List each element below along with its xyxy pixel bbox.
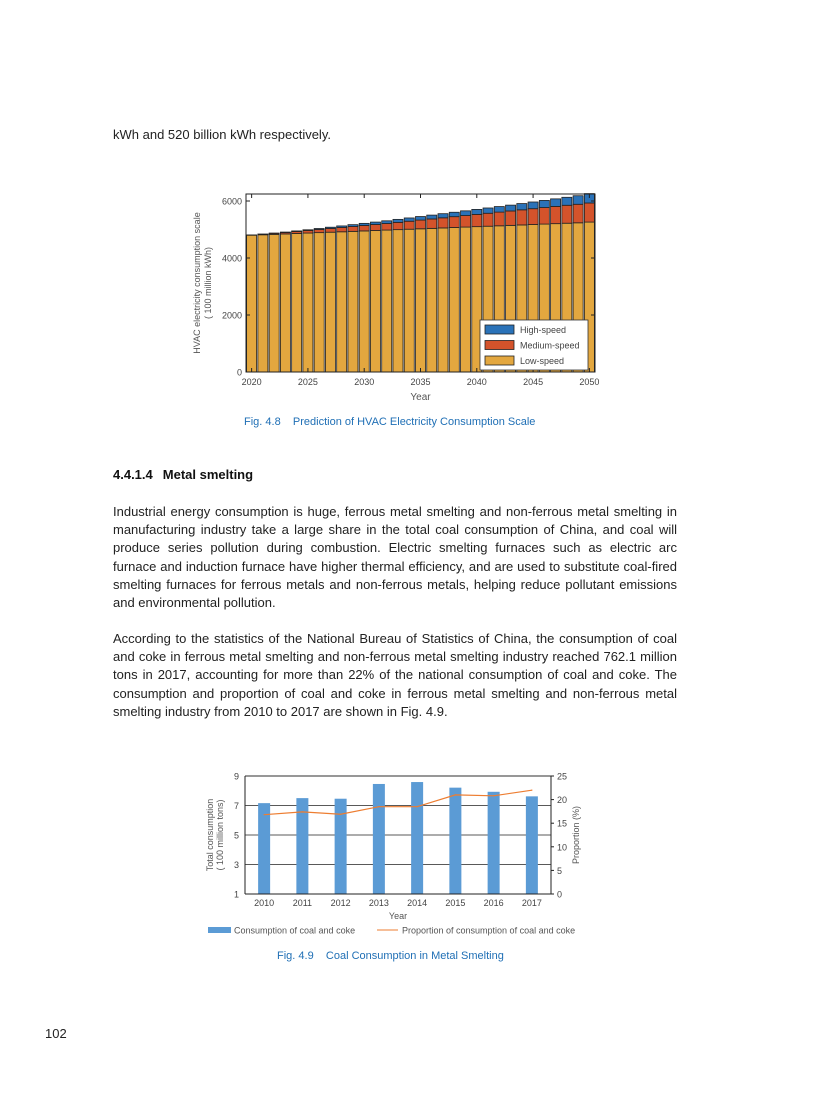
legend-label-consumption: Consumption of coal and coke <box>234 925 356 936</box>
proportion-point-2014 <box>417 806 418 807</box>
bar-consumption-2016 <box>488 792 500 894</box>
bar-medium-speed-2038 <box>449 217 459 228</box>
bar-low-speed-2032 <box>382 230 392 372</box>
bar-medium-speed-2047 <box>551 206 561 223</box>
bar-medium-speed-2049 <box>573 204 583 223</box>
legend-swatch-medium-speed <box>485 341 514 350</box>
bar-medium-speed-2048 <box>562 205 572 223</box>
proportion-point-2016 <box>493 795 494 796</box>
x-axis-label: Year <box>388 911 408 921</box>
y-tick-label: 0 <box>236 367 242 378</box>
bar-low-speed-2035 <box>415 229 425 372</box>
x-tick-label: 2014 <box>407 898 428 908</box>
y-right-tick-label: 25 <box>557 771 568 782</box>
legend-swatch-low-speed <box>485 356 514 365</box>
bar-medium-speed-2034 <box>404 221 414 229</box>
bar-high-speed-2026 <box>314 229 324 230</box>
x-tick-label: 2035 <box>410 377 431 387</box>
bar-high-speed-2047 <box>551 199 561 207</box>
bar-medium-speed-2037 <box>438 218 448 228</box>
proportion-point-2011 <box>302 811 303 812</box>
bar-high-speed-2033 <box>393 219 403 222</box>
bar-high-speed-2042 <box>494 207 504 213</box>
page-number: 102 <box>45 1026 67 1041</box>
figure-caption-4-8: Fig. 4.8 Prediction of HVAC Electricity Consumption Scale <box>244 416 536 428</box>
hvac-consumption-chart <box>0 0 816 420</box>
bar-low-speed-2026 <box>314 233 324 372</box>
bar-medium-speed-2044 <box>517 210 527 225</box>
section-title: Metal smelting <box>162 467 254 482</box>
y-tick-label: 9 <box>233 771 239 782</box>
bar-medium-speed-2046 <box>539 208 549 225</box>
bar-high-speed-2032 <box>382 221 392 224</box>
bar-high-speed-2037 <box>438 214 448 218</box>
y-tick-label: 3 <box>233 860 239 870</box>
bar-high-speed-2040 <box>472 209 482 214</box>
x-tick-label: 2045 <box>523 377 544 387</box>
legend-label-proportion: Proportion of consumption of coal and coke <box>402 925 576 936</box>
bar-low-speed-2025 <box>303 233 313 372</box>
figure-caption-4-9: Fig. 4.9 Coal Consumption in Metal Smelting <box>277 950 504 962</box>
bar-low-speed-2021 <box>258 235 268 372</box>
bar-low-speed-2038 <box>449 228 459 372</box>
bar-high-speed-2029 <box>348 225 358 227</box>
x-tick-label: 2015 <box>445 898 466 908</box>
proportion-point-2017 <box>531 790 532 791</box>
legend-label-low-speed: Low-speed <box>520 356 565 366</box>
bar-high-speed-2036 <box>427 215 437 219</box>
bar-low-speed-2020 <box>247 235 257 372</box>
y-right-tick-label: 0 <box>557 889 563 900</box>
bar-low-speed-2034 <box>404 229 414 372</box>
bar-consumption-2017 <box>526 796 538 894</box>
bar-high-speed-2030 <box>359 223 369 225</box>
y-right-tick-label: 5 <box>557 865 563 876</box>
bar-low-speed-2029 <box>348 231 358 372</box>
legend-swatch-consumption <box>208 927 231 933</box>
legend-label-high-speed: High-speed <box>520 325 567 335</box>
y-tick-label: 1 <box>233 889 239 900</box>
bar-low-speed-2037 <box>438 228 448 372</box>
x-tick-label: 2013 <box>368 898 389 908</box>
bar-low-speed-2027 <box>325 232 335 372</box>
bar-medium-speed-2043 <box>506 211 516 225</box>
bar-consumption-2014 <box>411 782 423 894</box>
x-tick-label: 2017 <box>521 898 542 908</box>
bar-low-speed-2022 <box>269 234 279 372</box>
bar-high-speed-2044 <box>517 204 527 210</box>
bar-high-speed-2048 <box>562 197 572 205</box>
y-tick-label: 7 <box>233 801 239 811</box>
bar-low-speed-2023 <box>280 234 290 372</box>
top-text: kWh and 520 billion kWh respectively. <box>113 127 331 142</box>
x-tick-label: 2025 <box>297 377 318 387</box>
bar-high-speed-2043 <box>506 205 516 211</box>
bar-low-speed-2030 <box>359 231 369 372</box>
x-tick-label: 2012 <box>330 898 351 908</box>
x-tick-label: 2011 <box>292 898 313 908</box>
y-axis-label-unit: ( 100 million tons) <box>215 799 225 871</box>
bar-medium-speed-2032 <box>382 224 392 231</box>
bar-medium-speed-2035 <box>415 220 425 229</box>
bar-medium-speed-2036 <box>427 219 437 228</box>
coal-consumption-chart <box>0 760 816 960</box>
bar-medium-speed-2026 <box>314 230 324 233</box>
y-axis-label: Total consumption <box>205 798 215 872</box>
bar-medium-speed-2042 <box>494 212 504 226</box>
bar-high-speed-2039 <box>461 211 471 216</box>
bar-medium-speed-2050 <box>584 203 594 222</box>
bar-high-speed-2041 <box>483 208 493 213</box>
y-axis-label: HVAC electricity consumption scale <box>192 212 202 354</box>
proportion-point-2012 <box>340 814 341 815</box>
bar-medium-speed-2045 <box>528 209 538 225</box>
bar-medium-speed-2028 <box>337 228 347 232</box>
bar-low-speed-2031 <box>370 230 380 372</box>
bar-high-speed-2045 <box>528 202 538 209</box>
bar-medium-speed-2030 <box>359 226 369 231</box>
bar-medium-speed-2040 <box>472 214 482 226</box>
x-tick-label: 2030 <box>354 377 375 387</box>
y-right-tick-label: 10 <box>557 842 568 853</box>
bar-high-speed-2027 <box>325 227 335 228</box>
paragraph-1: Industrial energy consumption is huge, ferrous metal smelting and non-ferrous metal smelting in manufacturing industry take a large share in the total coal consumption of China, and coal will produce series pollution during combustion. Electric smelting furnaces such as electric arc furnace and induction furnace have higher thermal efficiency, and are used to substitute coal-fired smelting furnaces for ferrous metals and non-ferrous metals, helping reduce pollutant emissions and environmental pollution. <box>113 504 677 611</box>
x-axis-label: Year <box>410 392 431 403</box>
bar-consumption-2013 <box>373 784 385 894</box>
bar-low-speed-2024 <box>292 233 302 372</box>
bar-high-speed-2031 <box>370 222 380 224</box>
y-tick-label: 6000 <box>221 196 242 207</box>
bar-medium-speed-2033 <box>393 222 403 229</box>
bar-medium-speed-2029 <box>348 227 358 232</box>
proportion-point-2015 <box>455 794 456 795</box>
bar-medium-speed-2041 <box>483 213 493 226</box>
legend-swatch-high-speed <box>485 325 514 334</box>
x-tick-label: 2050 <box>579 377 600 387</box>
y-axis-label-unit: ( 100 million kWh) <box>203 246 213 320</box>
bar-high-speed-2035 <box>415 217 425 221</box>
x-tick-label: 2020 <box>241 377 262 387</box>
x-tick-label: 2016 <box>483 898 504 908</box>
y-right-axis-label: Proportion (%) <box>571 805 581 865</box>
bar-high-speed-2024 <box>292 231 302 232</box>
bar-consumption-2015 <box>449 788 461 894</box>
bar-medium-speed-2031 <box>370 225 380 231</box>
section-heading <box>113 467 253 482</box>
bar-low-speed-2028 <box>337 232 347 372</box>
legend-label-medium-speed: Medium-speed <box>520 340 580 351</box>
paragraph-2: According to the statistics of the National Bureau of Statistics of China, the consumption of coal and coke in ferrous metal smelting and non-ferrous metal smelting industry reached 762.1 million tons in 2017, accounting for more than 22% of the national consumption of coal and coke. The consumption and proportion of coal and coke in ferrous metal smelting and non-ferrous metal smelting industry from 2010 to 2017 are shown in Fig. 4.9. <box>113 631 677 719</box>
bar-low-speed-2033 <box>393 230 403 372</box>
bar-low-speed-2039 <box>461 227 471 372</box>
x-tick-label: 2040 <box>466 377 487 387</box>
y-tick-label: 5 <box>233 830 239 841</box>
y-tick-label: 2000 <box>221 310 242 321</box>
bar-high-speed-2046 <box>539 200 549 207</box>
x-tick-label: 2010 <box>254 898 275 908</box>
bar-consumption-2010 <box>258 803 270 894</box>
y-right-tick-label: 15 <box>557 818 568 829</box>
bar-medium-speed-2027 <box>325 229 335 233</box>
bar-high-speed-2034 <box>404 218 414 221</box>
bar-high-speed-2049 <box>573 196 583 205</box>
bar-high-speed-2025 <box>303 230 313 231</box>
bar-low-speed-2036 <box>427 228 437 372</box>
proportion-point-2010 <box>264 814 265 815</box>
section-number: 4.4.1.4 <box>113 467 153 482</box>
y-tick-label: 4000 <box>221 253 242 264</box>
proportion-point-2013 <box>378 806 379 807</box>
bar-high-speed-2028 <box>337 226 347 228</box>
y-right-tick-label: 20 <box>557 795 568 806</box>
bar-high-speed-2038 <box>449 212 459 216</box>
bar-medium-speed-2039 <box>461 216 471 228</box>
